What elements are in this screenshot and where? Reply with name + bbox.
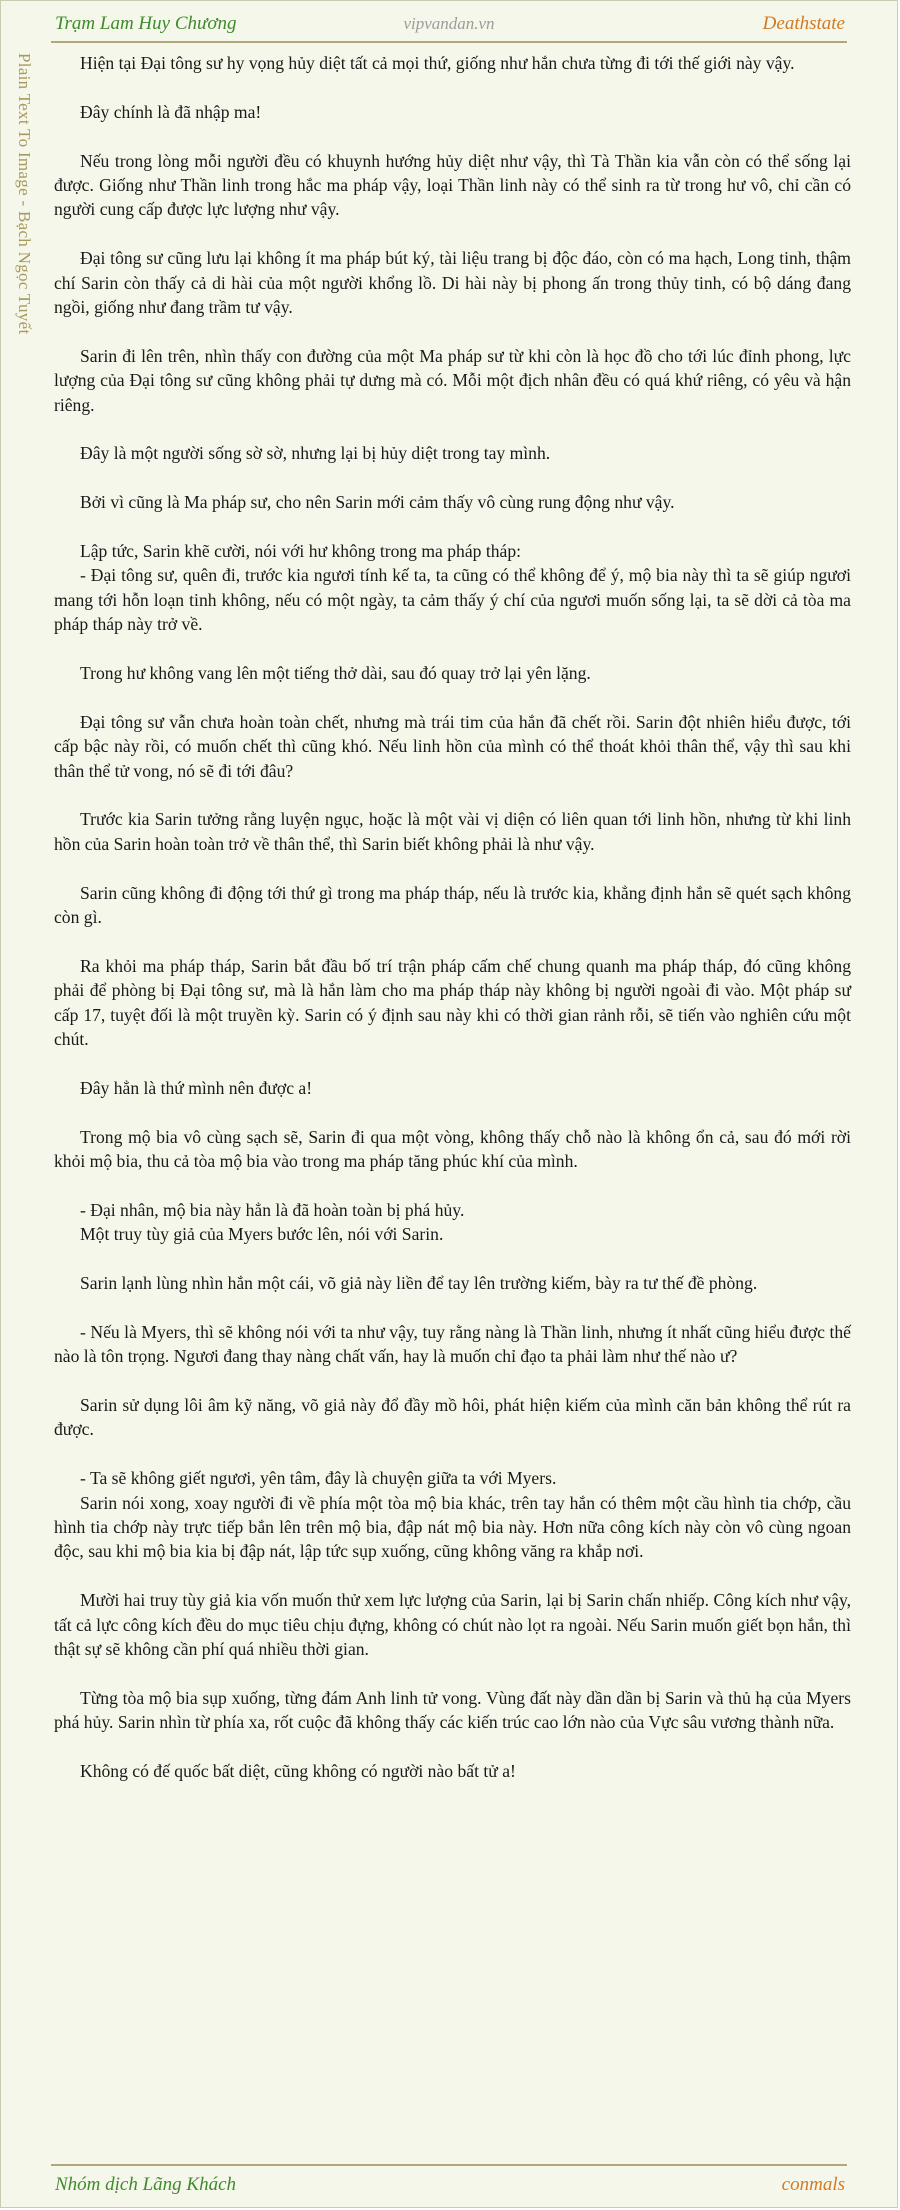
paragraph-line: Một truy tùy giả của Myers bước lên, nói với Sarin. [80, 1224, 444, 1245]
paragraph: Đại tông sư cũng lưu lại không ít ma pháp bút ký, tài liệu trang bị độc đáo, còn có ma hạch, Long tinh, thậm chí Sarin còn thấy cả di hài của một người khổng lồ. Di hài này bị phong ấn trong thủy tinh, có bộ dáng đang ngồi, giống như đang trầm tư vậy. [54, 248, 851, 318]
paragraph-line: - Đại nhân, mộ bia này hẳn là đã hoàn toàn bị phá hủy. [80, 1199, 465, 1220]
page-header [51, 9, 847, 41]
paragraph: Trong mộ bia vô cùng sạch sẽ, Sarin đi qua một vòng, không thấy chỗ nào là không ổn cả, sau đó mới rời khỏi mộ bia, thu cả tòa mộ bia vào trong ma pháp tăng phúc khí của mình. [54, 1126, 851, 1172]
paragraph [54, 539, 851, 637]
paragraph: Nếu trong lòng mỗi người đều có khuynh hướng hủy diệt như vậy, thì Tà Thần kia vẫn còn có thể sống lại được. Giống như Thần linh trong hắc ma pháp vậy, loại Thần linh này có thể sinh ra từ trong hư vô, chỉ cần có người cung cấp được lực lượng như vậy. [54, 150, 851, 220]
header-divider [51, 41, 847, 43]
paragraph: Ra khỏi ma pháp tháp, Sarin bắt đầu bố trí trận pháp cấm chế chung quanh ma pháp tháp, đó cũng không phải để phòng bị Đại tông sư, mà là hắn làm cho ma pháp tháp này không bị người ngoài đi vào. Một pháp sư cấp 17, tuyệt đối là một truyền kỳ. Sarin có ý định sau này khi có thời gian rảnh rỗi, sẽ tiến vào nghiên cứu một chút. [54, 955, 851, 1050]
header-author: Deathstate [762, 13, 845, 34]
paragraph: Đây chính là đã nhập ma! [80, 101, 262, 122]
paragraph: Sarin cũng không đi động tới thứ gì trong ma pháp tháp, nếu là trước kia, khẳng định hắn sẽ quét sạch không còn gì. [54, 882, 851, 928]
paragraph [54, 1466, 851, 1564]
paragraph: Không có đế quốc bất diệt, cũng không có người nào bất tử a! [80, 1761, 516, 1782]
paragraph: Sarin lạnh lùng nhìn hắn một cái, võ giả này liền để tay lên trường kiếm, bày ra tư thế đề phòng. [80, 1273, 758, 1294]
paragraph: - Nếu là Myers, thì sẽ không nói với ta như vậy, tuy rằng nàng là Thần linh, nhưng ít nhất cũng hiểu được thế nào là tôn trọng. Ngươi đang thay nàng chất vấn, hay là muốn chỉ đạo ta phải làm như thế nào ư? [54, 1321, 851, 1367]
sidebar-watermark: Plain Text To Image - Bạch Ngọc Tuyết [15, 53, 34, 335]
paragraph-line: - Đại tông sư, quên đi, trước kia ngươi tính kế ta, ta cũng có thể không để ý, mộ bia này thì ta sẽ giúp ngươi mang tới hỗn loạn tinh không, nếu có một ngày, ta cảm thấy ý chí của ngươi muốn sống lại, ta sẽ dời cả tòa ma pháp tháp này trở về. [54, 565, 851, 635]
paragraph: Sarin đi lên trên, nhìn thấy con đường của một Ma pháp sư từ khi còn là học đồ cho tới lúc đỉnh phong, lực lượng của Đại tông sư cũng không phải tự dưng mà có. Mỗi một địch nhân đều có quá khứ riêng, có yêu và hận riêng. [54, 345, 851, 415]
chapter-body [54, 51, 851, 1808]
paragraph: Bởi vì cũng là Ma pháp sư, cho nên Sarin mới cảm thấy vô cùng rung động như vậy. [80, 492, 675, 513]
paragraph-line: - Ta sẽ không giết ngươi, yên tâm, đây là chuyện giữa ta với Myers. [80, 1468, 557, 1489]
header-domain: vipvandan.vn [403, 14, 495, 33]
footer-editor: conmals [781, 2174, 845, 2195]
paragraph: Sarin sử dụng lôi âm kỹ năng, võ giả này đổ đầy mồ hôi, phát hiện kiếm của mình căn bản không thể rút ra được. [54, 1395, 851, 1440]
paragraph: Đây là một người sống sờ sờ, nhưng lại bị hủy diệt trong tay mình. [80, 443, 551, 464]
paragraph: Trong hư không vang lên một tiếng thở dài, sau đó quay trở lại yên lặng. [80, 663, 591, 684]
paragraph: Trước kia Sarin tưởng rằng luyện ngục, hoặc là một vài vị diện có liên quan tới linh hồn, nhưng từ khi linh hồn của Sarin hoàn toàn trở về thân thể, thì Sarin biết không phải là như vậy. [54, 809, 851, 854]
paragraph: Đại tông sư vẫn chưa hoàn toàn chết, nhưng mà trái tim của hắn đã chết rồi. Sarin đột nhiên hiểu được, tới cấp bậc này rồi, có muốn chết thì cũng khó. Nếu linh hồn của mình có thể thoát khỏi thân thể, vậy thì sau khi thân thể tử vong, nó sẽ đi tới đâu? [54, 711, 851, 781]
paragraph: Hiện tại Đại tông sư hy vọng hủy diệt tất cả mọi thứ, giống như hắn chưa từng đi tới thế giới này vậy. [80, 53, 795, 73]
paragraph: Đây hẳn là thứ mình nên được a! [80, 1077, 313, 1098]
paragraph [54, 1198, 851, 1247]
paragraph: Từng tòa mộ bia sụp xuống, từng đám Anh linh tử vong. Vùng đất này dần dần bị Sarin và thủ hạ của Myers phá hủy. Sarin nhìn từ phía xa, rốt cuộc đã không thấy các kiến trúc cao lớn nào của Vực sâu vương thành nữa. [54, 1687, 851, 1733]
paragraph: Mười hai truy tùy giả kia vốn muốn thử xem lực lượng của Sarin, lại bị Sarin chấn nhiếp. Công kích như vậy, tất cả lực công kích đều do mục tiêu chịu đựng, không có chút nào lọt ra ngoài. Nếu Sarin muốn giết bọn hắn, thì thật sự sẽ không cần phí quá nhiều thời gian. [54, 1590, 851, 1660]
header-site-name: Trạm Lam Huy Chương [55, 13, 237, 34]
paragraph-line: Lập tức, Sarin khẽ cười, nói với hư không trong ma pháp tháp: [80, 541, 522, 562]
paragraph-line: Sarin nói xong, xoay người đi về phía một tòa mộ bia khác, trên tay hắn có thêm một cầu hình tia chớp, cầu hình tia chớp này trực tiếp bắn lên trên mộ bia, đập nát mộ bia này. Hơn nữa công kích này còn vô cùng ngoan độc, sau khi mộ bia kia bị đập nát, lập tức sụp xuống, cũng không văng ra khắp nơi. [54, 1492, 851, 1562]
footer-divider [51, 2164, 847, 2166]
page-footer [51, 2171, 847, 2201]
footer-translator-group: Nhóm dịch Lãng Khách [55, 2174, 237, 2195]
